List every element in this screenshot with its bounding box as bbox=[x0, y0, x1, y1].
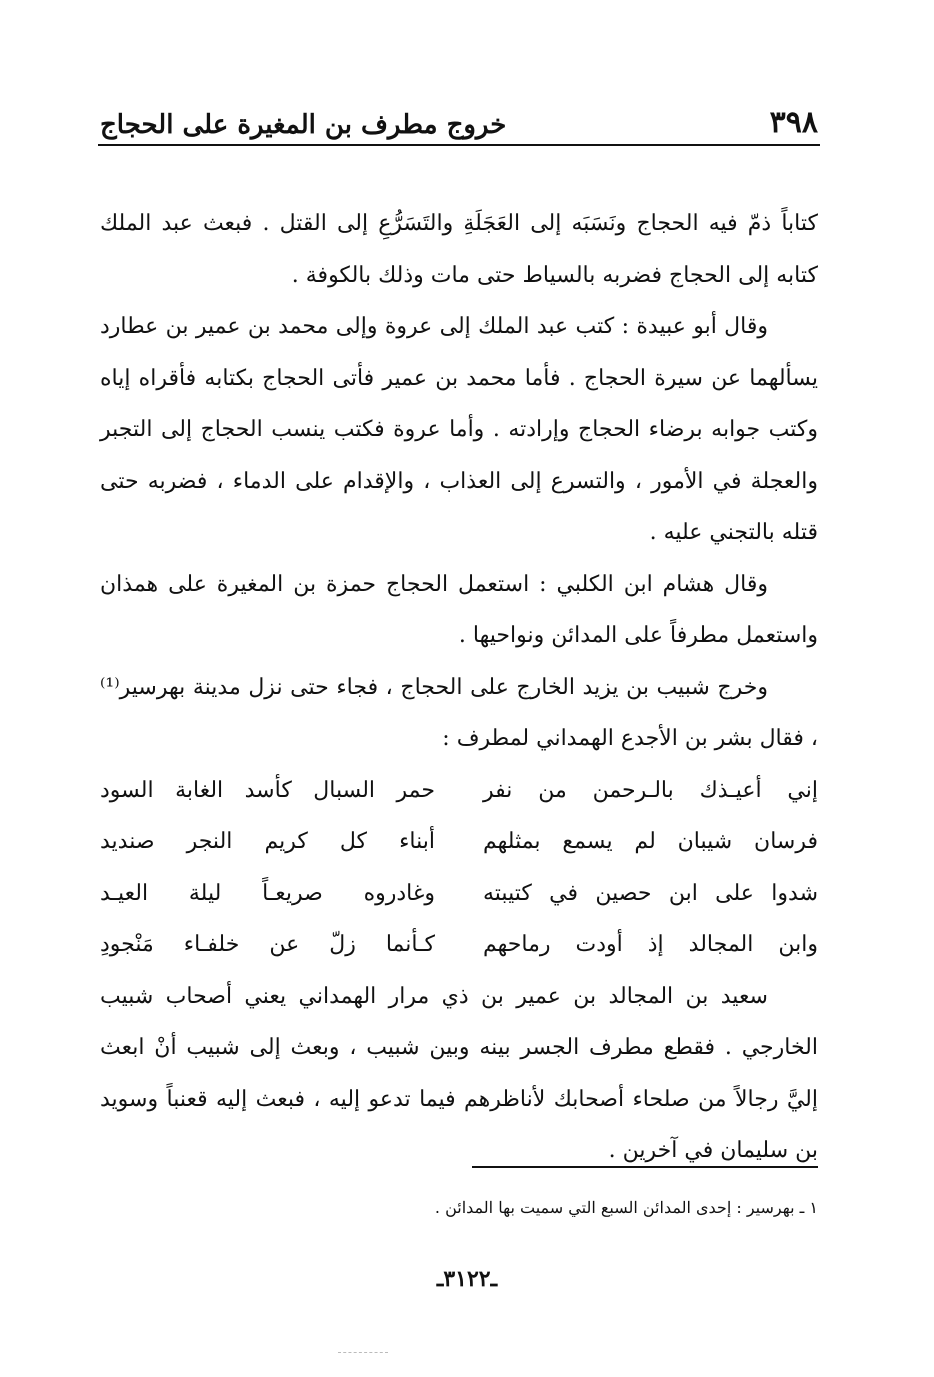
poem-second-hemistich: كـأنما زلّ عن خلفـاء مَنْجودِ bbox=[100, 932, 435, 957]
poem-second-hemistich: وغادروه صريعـاً ليلة العيـد bbox=[100, 880, 435, 906]
footnote: ١ ـ بهرسير : إحدى المدائن السبع التي سميت بها المدائن . bbox=[434, 1198, 818, 1217]
paragraph: وخرج شبيب بن يزيد الخارج على الحجاج ، فجاء حتى نزل مدينة بهرسير⁽¹⁾ ، فقال بشر بن الأجدع الهمداني لمطرف : bbox=[100, 674, 818, 751]
paragraph: كتاباً ذمّ فيه الحجاج ونَسَبَه إلى العَجَلَةِ والتَسَرُّعِ إلى القتل . فبعث عبد الملك كتابه إلى الحجاج فضربه بالسياط حتى مات وذلك بالكوفة . bbox=[100, 211, 818, 288]
poem-first-hemistich: فرسان شيبان لم يسمع بمثلهم bbox=[483, 829, 818, 854]
main-text bbox=[100, 198, 818, 1177]
poem-verse bbox=[100, 816, 818, 868]
poem-second-hemistich: حمر السبال كأسد الغابة السود bbox=[100, 777, 435, 803]
paragraph: وقال أبو عبيدة : كتب عبد الملك إلى عروة وإلى محمد بن عمير بن عطارد يسألهما عن سيرة الحجاج . فأما محمد بن عمير فأتى الحجاج بكتابه فأقراه إياه وكتب جوابه برضاء الحجاج وإرادته . وأما عروة فكتب ينسب الحجاج إلى التجبر والعجلة في الأمور ، والتسرع إلى العذاب ، والإقدام على الدماء ، فضربه حتى قتله بالتجني عليه . bbox=[100, 314, 818, 545]
poem bbox=[100, 765, 818, 971]
scan-artifact bbox=[338, 1352, 388, 1353]
running-header bbox=[100, 88, 818, 140]
poem-second-hemistich: أبناء كل كريم النجر صنديد bbox=[100, 829, 435, 854]
footnote-rule bbox=[472, 1166, 818, 1168]
chapter-title: خروج مطرف بن المغيرة على الحجاج bbox=[100, 110, 507, 140]
header-page-number: ٣٩٨ bbox=[769, 105, 818, 140]
poem-first-hemistich: إني أعيـذك بالـرحمن من نفر bbox=[483, 777, 818, 803]
poem-first-hemistich: وابن المجالد إذ أودت رماحهم bbox=[483, 932, 818, 957]
poem-verse bbox=[100, 765, 818, 817]
page-number: ـ٣١٢٢ـ bbox=[436, 1266, 498, 1292]
poem-verse bbox=[100, 919, 818, 971]
header-rule bbox=[98, 144, 820, 146]
paragraph: وقال هشام ابن الكلبي : استعمل الحجاج حمزة بن المغيرة على همذان واستعمل مطرفاً على المدائن ونواحيها . bbox=[100, 571, 818, 648]
paragraph: سعيد بن المجالد بن عمير بن ذي مرار الهمداني يعني أصحاب شبيب الخارجي . فقطع مطرف الجسر بينه وبين شبيب ، وبعث إلى شبيب أنْ ابعث إليَّ رجالاً من صلحاء أصحابك لأناظرهم فيما تدعو إليه ، فبعث إليه قعنباً وسويد بن سليمان في آخرين . bbox=[100, 983, 818, 1163]
poem-first-hemistich: شدوا على ابن حصين في كتيبته bbox=[483, 880, 818, 906]
poem-verse bbox=[100, 868, 818, 920]
